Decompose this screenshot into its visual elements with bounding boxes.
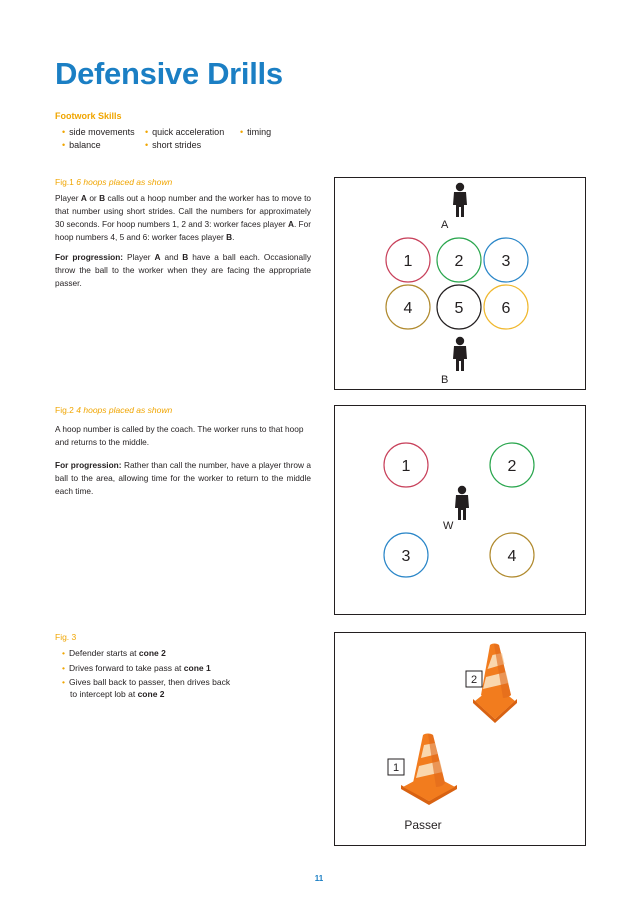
bullet-icon: • <box>62 127 66 137</box>
hoop-6 <box>484 285 528 329</box>
skill-item: • quick acceleration <box>145 127 225 137</box>
section-subheading: Footwork Skills <box>55 111 122 121</box>
cone-1-label: 1 <box>392 762 400 774</box>
svg-text:1: 1 <box>401 458 411 475</box>
passer-label: Passer <box>404 818 442 832</box>
cone-1-icon <box>401 734 457 806</box>
fig1-diagram-svg <box>335 178 585 389</box>
page-title: Defensive Drills <box>55 56 283 91</box>
fig3-list <box>62 646 230 701</box>
cone-2-label: 2 <box>470 674 478 686</box>
fig1-diagram <box>334 177 586 390</box>
fig3-diagram-svg <box>335 633 585 845</box>
player-a-label: A <box>441 219 449 231</box>
bullet-icon: • <box>240 127 244 137</box>
hoop-3 <box>384 533 428 577</box>
svg-text:4: 4 <box>403 300 413 317</box>
fig3-caption: Fig. 3 <box>55 632 77 642</box>
list-item-continuation: to intercept lob at cone 2 <box>70 688 165 699</box>
skill-item: • side movements <box>62 127 135 137</box>
player-figure-a <box>453 183 467 217</box>
hoop-1 <box>384 443 428 487</box>
fig2-diagram <box>334 405 586 615</box>
fig2-caption: Fig.2 4 hoops placed as shown <box>55 405 173 415</box>
svg-text:3: 3 <box>501 253 511 270</box>
list-item: • Drives forward to take pass at cone 1 <box>62 662 211 673</box>
player-b-label: B <box>441 374 449 386</box>
fig1-paragraph-2: For progression: Player A and B have a ball each. Occasionally throw the ball to the worker when they are facing the appropriate passer. <box>55 252 311 288</box>
bullet-icon: • <box>145 140 149 150</box>
bullet-icon: • <box>62 648 65 658</box>
hoop-2 <box>437 238 481 282</box>
worker-figure <box>455 486 469 520</box>
bullet-icon: • <box>62 677 65 687</box>
skill-item: • short strides <box>145 140 202 150</box>
hoop-5 <box>437 285 481 329</box>
bullet-icon: • <box>62 662 65 673</box>
fig3-diagram <box>334 632 586 846</box>
page-number: 11 <box>314 874 324 883</box>
fig2-paragraph-2: For progression: Rather than call the number, have a player throw a ball to the area, allowing time for the worker to return to the middle each time. <box>55 460 311 496</box>
svg-text:1: 1 <box>403 253 413 270</box>
hoop-4 <box>490 533 534 577</box>
hoop-1 <box>386 238 430 282</box>
bullet-icon: • <box>145 127 149 137</box>
bullet-icon: • <box>62 140 66 150</box>
player-figure-b <box>453 337 467 371</box>
svg-text:3: 3 <box>401 548 411 565</box>
list-item: • Defender starts at cone 2 <box>62 648 166 658</box>
fig1-paragraph-1: Player A or B calls out a hoop number and the worker has to move to that number using short strides. Call the numbers for approximately 30 seconds. For hoop numbers 1, 2 and 3: worker faces player A. For hoop numbers 4, 5 and 6: worker faces player B. <box>55 193 311 242</box>
svg-text:6: 6 <box>501 300 511 317</box>
fig2-paragraph-1: A hoop number is called by the coach. The worker runs to that hoop and returns to the middle. <box>55 424 304 447</box>
hoop-2 <box>490 443 534 487</box>
svg-text:2: 2 <box>507 458 517 475</box>
fig1-caption: Fig.1 6 hoops placed as shown <box>55 177 173 187</box>
list-item: • Gives ball back to passer, then drives back <box>62 677 231 687</box>
skill-item: • timing <box>240 127 272 137</box>
hoop-4 <box>386 285 430 329</box>
skill-item: • balance <box>62 140 101 150</box>
worker-label: W <box>443 520 454 532</box>
svg-text:2: 2 <box>454 253 464 270</box>
svg-text:5: 5 <box>454 300 464 317</box>
svg-text:4: 4 <box>507 548 517 565</box>
hoop-3 <box>484 238 528 282</box>
fig2-diagram-svg <box>335 406 585 614</box>
